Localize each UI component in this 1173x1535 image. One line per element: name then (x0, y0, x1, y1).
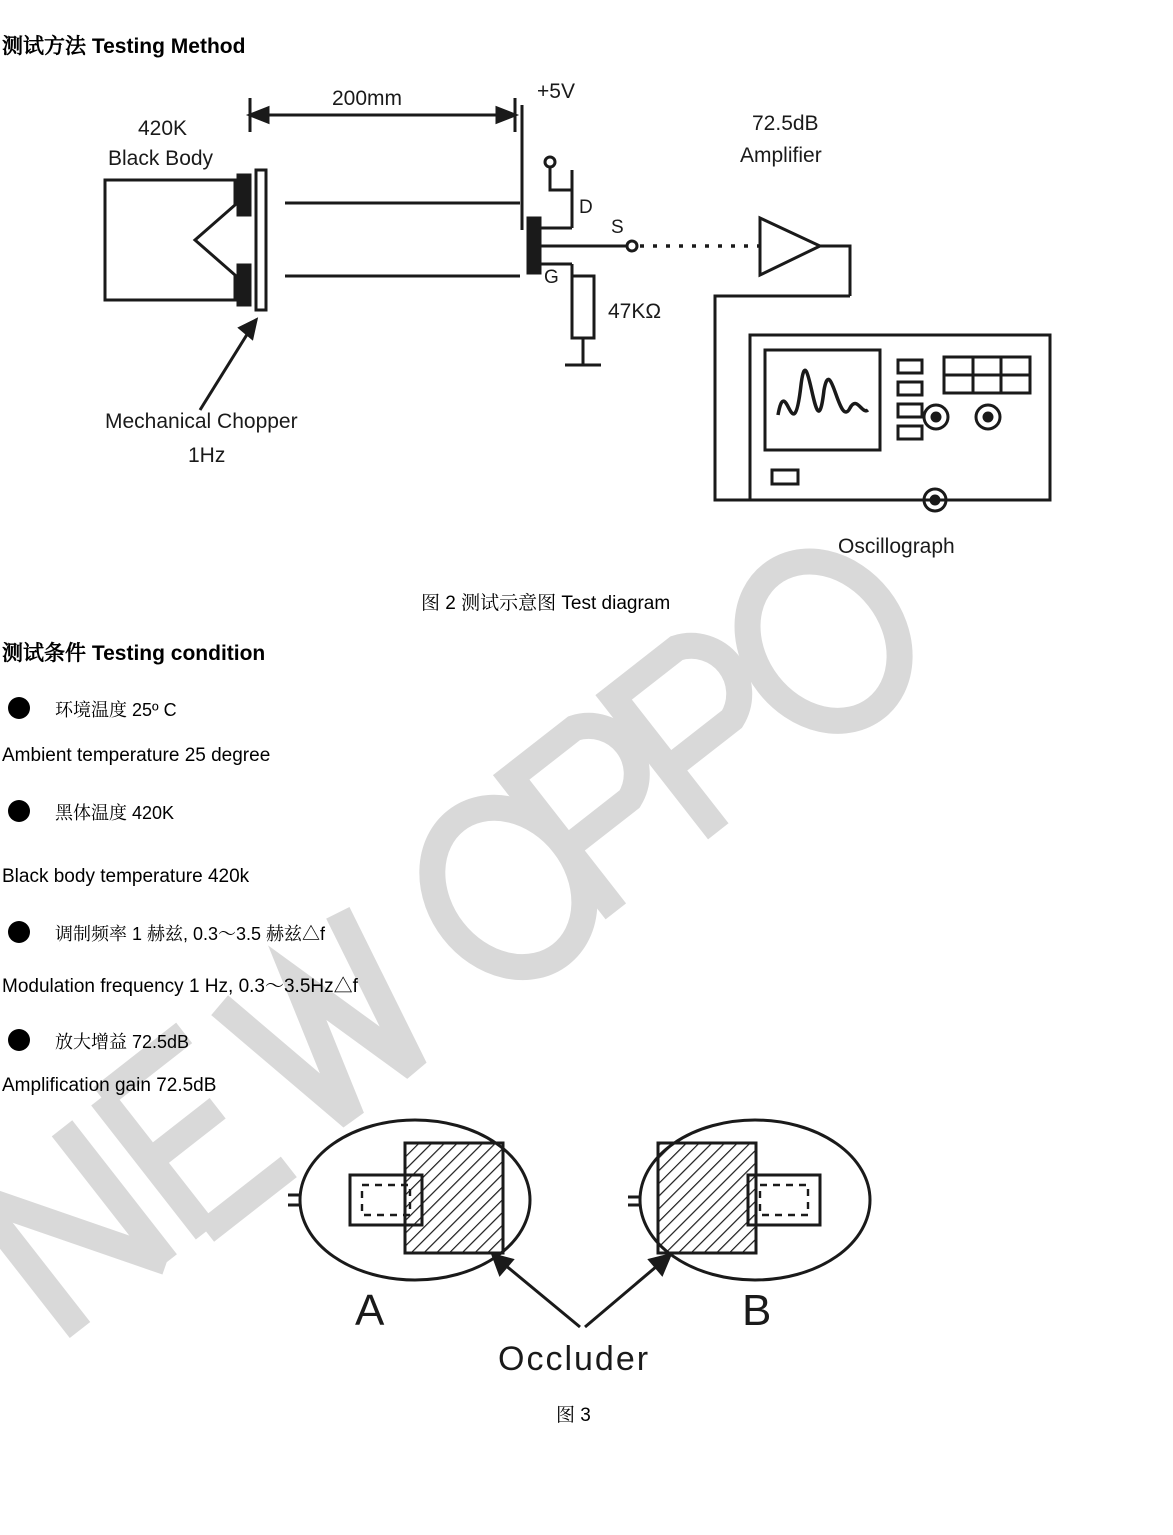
figure-2-caption: 图 2 测试示意图 Test diagram (421, 593, 671, 614)
bullet-icon (8, 1029, 30, 1051)
figure-3-caption: 图 3 (556, 1405, 591, 1426)
condition-2-cn: 黑体温度 420K (55, 803, 175, 823)
condition-1-en: Ambient temperature 25 degree (2, 745, 271, 766)
label-occluder: Occluder (498, 1340, 651, 1378)
label-blackbody: Black Body (108, 147, 214, 170)
label-resistor: 47KΩ (608, 300, 662, 323)
bullet-icon (8, 697, 30, 719)
condition-1-cn: 环境温度 25º C (55, 700, 177, 720)
label-source: S (611, 217, 624, 238)
label-supply: +5V (537, 80, 575, 103)
label-gate: G (544, 267, 559, 288)
condition-3-en: Modulation frequency 1 Hz, 0.3～3.5Hz△f (2, 976, 358, 997)
label-group-a: A (355, 1286, 385, 1335)
condition-4-en: Amplification gain 72.5dB (2, 1075, 217, 1096)
label-amp-db: 72.5dB (752, 112, 819, 135)
figure-3-occluder-diagram (250, 1095, 950, 1385)
page-title-testing-condition: 测试条件 Testing condition (2, 642, 266, 665)
bullet-icon (8, 921, 30, 943)
label-chopper: Mechanical Chopper (105, 410, 298, 433)
label-drain: D (579, 197, 593, 218)
condition-4-cn: 放大增益 72.5dB (55, 1032, 190, 1052)
bullet-icon (8, 800, 30, 822)
label-distance: 200mm (332, 87, 403, 110)
label-amplifier: Amplifier (740, 144, 822, 167)
label-oscillograph: Oscillograph (838, 535, 955, 558)
page-title-testing-method: 测试方法 Testing Method (2, 35, 246, 58)
label-group-b: B (742, 1286, 772, 1335)
label-blackbody-420k: 420K (138, 117, 188, 140)
label-chopper-freq: 1Hz (188, 444, 226, 467)
figure-2-test-diagram (60, 70, 1110, 580)
condition-2-en: Black body temperature 420k (2, 866, 250, 887)
condition-3-cn: 调制频率 1 赫兹, 0.3～3.5 赫兹△f (55, 924, 326, 944)
